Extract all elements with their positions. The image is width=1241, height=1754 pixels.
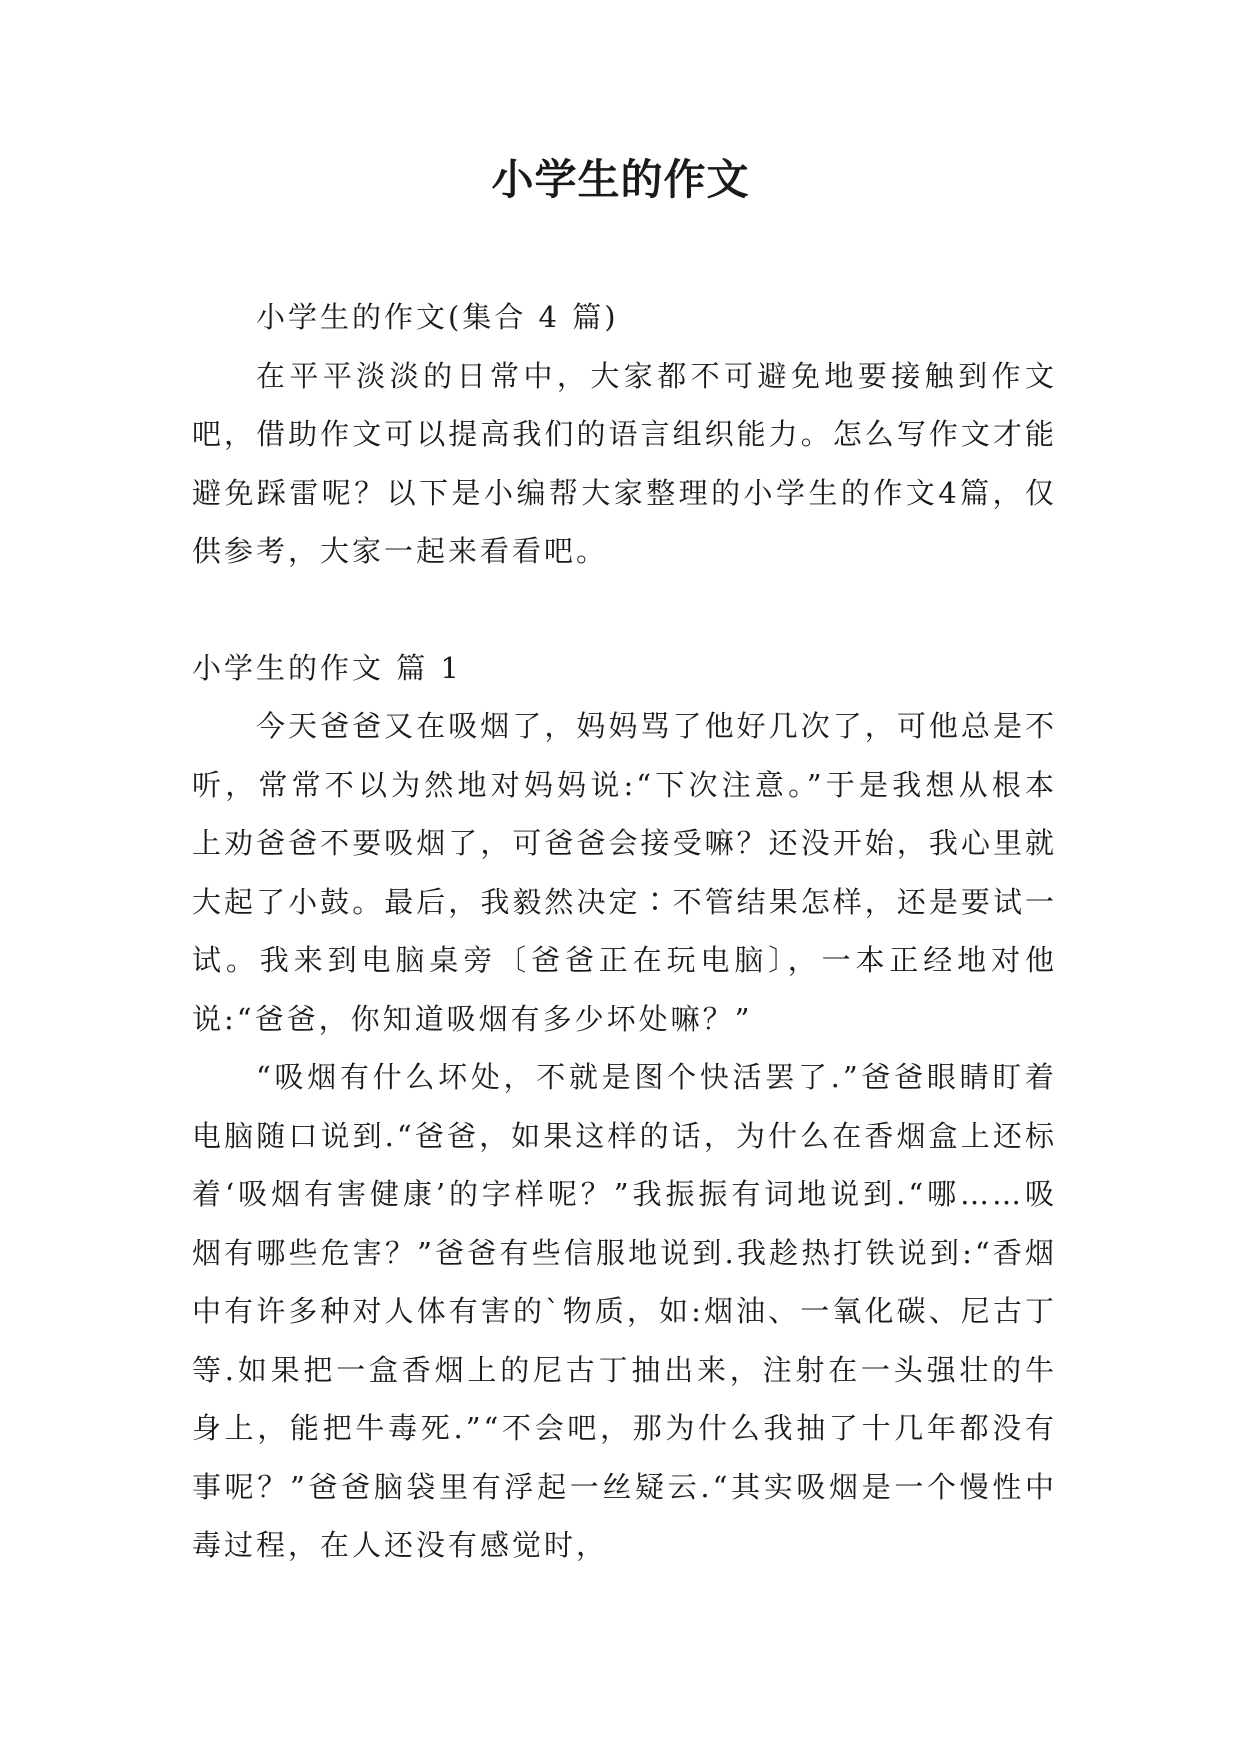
intro-paragraph: 在平平淡淡的日常中，大家都不可避免地要接触到作文吧，借助作文可以提高我们的语言组织能力。怎么写作文才能避免踩雷呢？以下是小编帮大家整理的小学生的作文4篇，仅供参考，大家一起来看看吧。: [192, 358, 1057, 568]
intro-line: 小学生的作文(集合 4 篇): [256, 300, 619, 334]
document-title: 小学生的作文: [491, 155, 750, 204]
section-heading: 小学生的作文 篇 1: [192, 650, 462, 685]
document-body: [192, 288, 1057, 1575]
essay-paragraph: “吸烟有什么坏处，不就是图个快活罢了.”爸爸眼睛盯着电脑随口说到.“爸爸，如果这样的话，为什么在香烟盒上还标着‘吸烟有害健康’的字样呢？”我振振有词地说到.“哪……吸烟有哪些危害？”爸爸有些信服地说到.我趁热打铁说到:“香烟中有许多种对人体有害的`物质，如:烟油、一氧化碳、尼古丁等.如果把一盒香烟上的尼古丁抽出来，注射在一头强壮的牛身上，能把牛毒死.”“不会吧，那为什么我抽了十几年都没有事呢？”爸爸脑袋里有浮起一丝疑云.“其实吸烟是一个慢性中毒过程，在人还没有感觉时，: [192, 1060, 1057, 1562]
essay-paragraph: 今天爸爸又在吸烟了，妈妈骂了他好几次了，可他总是不听，常常不以为然地对妈妈说:“下次注意。”于是我想从根本上劝爸爸不要吸烟了，可爸爸会接受嘛？还没开始，我心里就大起了小鼓。最后，我毅然决定∶不管结果怎样，还是要试一试。我来到电脑桌旁〔爸爸正在玩电脑〕，一本正经地对他说:“爸爸，你知道吸烟有多少坏处嘛？”: [192, 709, 1057, 1036]
